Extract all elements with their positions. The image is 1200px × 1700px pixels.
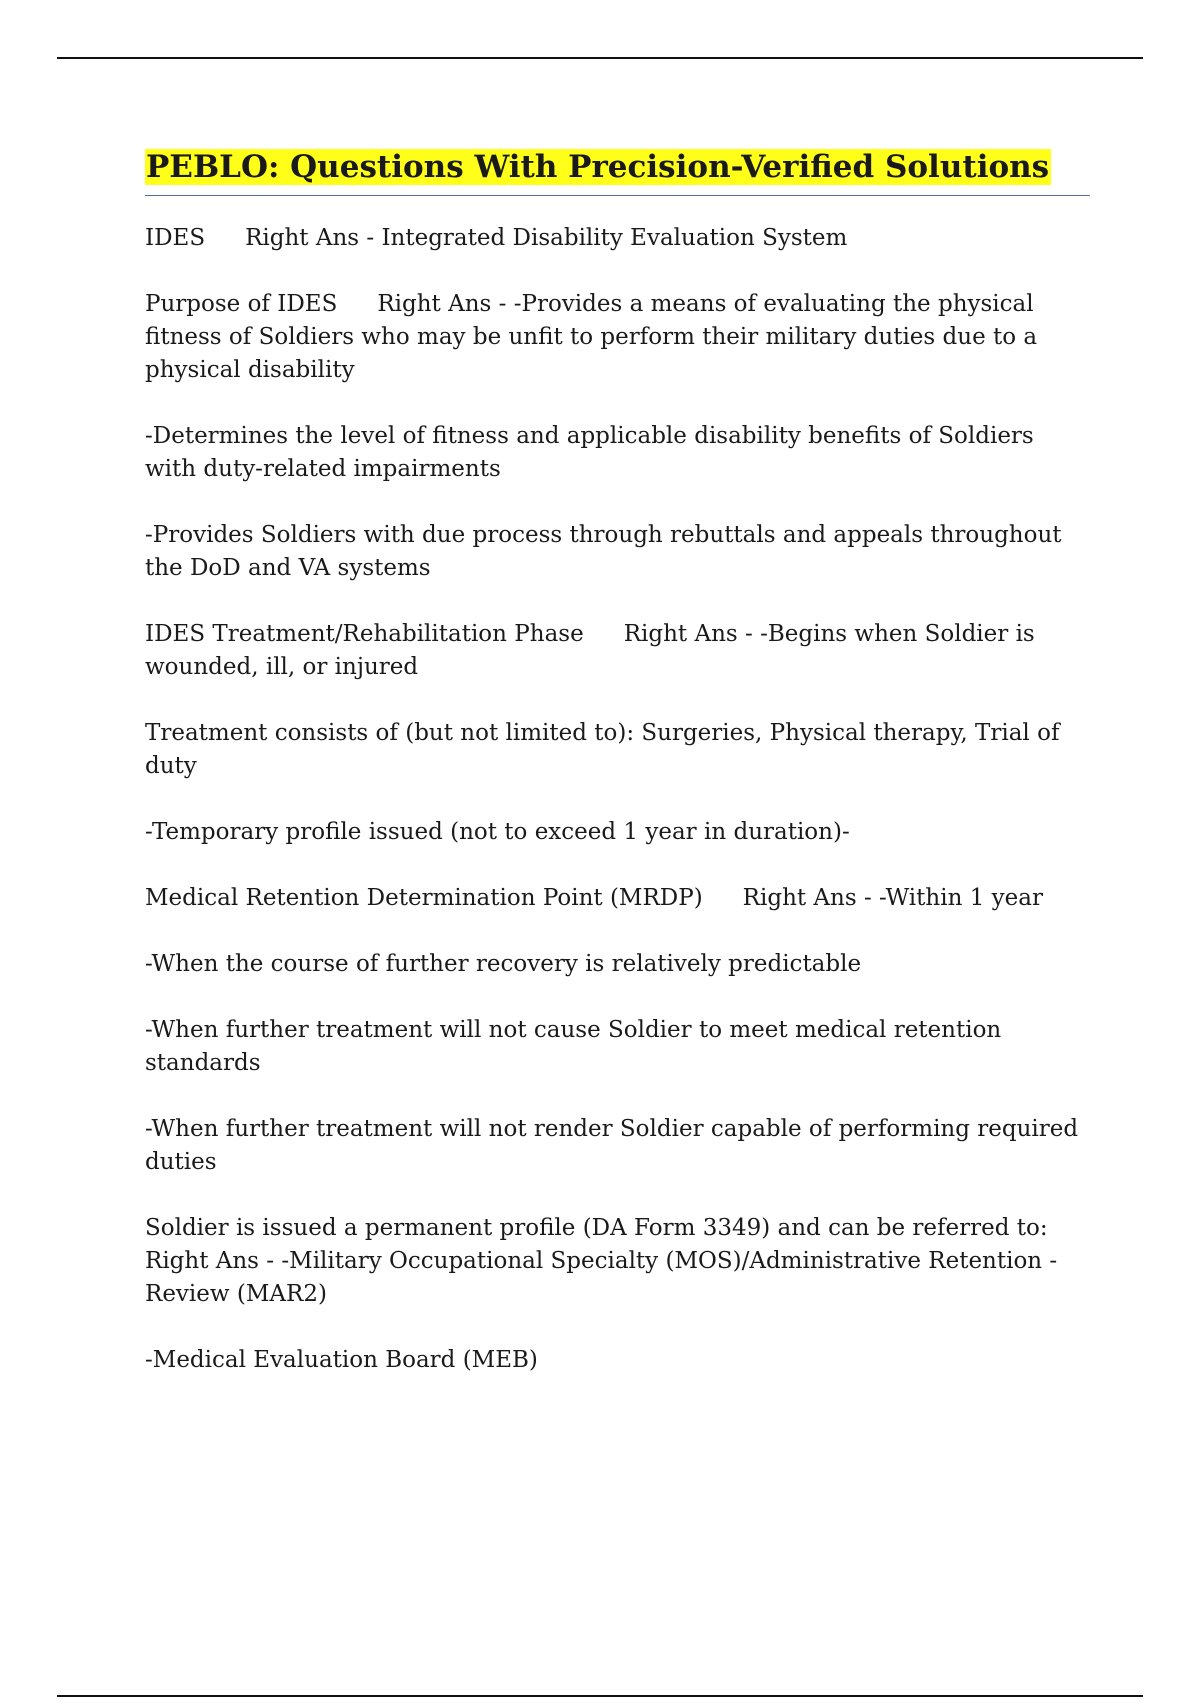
answer-text: -When further treatment will not render Soldier capable of performing required duties	[145, 1116, 1079, 1175]
qa-paragraph	[145, 1113, 1090, 1179]
footer-rule	[57, 1695, 1143, 1697]
question-term: Purpose of IDES	[145, 291, 338, 317]
answer-text: Right Ans - Integrated Disability Evaluation System	[245, 225, 848, 251]
title-underline	[145, 195, 1090, 196]
answer-text: Right Ans - -Begins when Soldier is wounded, ill, or injured	[145, 621, 1035, 680]
document-title	[145, 145, 1090, 189]
qa-paragraph	[145, 717, 1090, 783]
question-term: IDES Treatment/Rehabilitation Phase	[145, 621, 584, 647]
answer-text: Treatment consists of (but not limited to): Surgeries, Physical therapy, Trial of duty	[145, 720, 1060, 779]
answer-text: -When the course of further recovery is relatively predictable	[145, 951, 862, 977]
question-term: IDES	[145, 225, 206, 251]
qa-paragraph	[145, 816, 1090, 849]
question-term: Soldier is issued a permanent profile (DA Form 3349) and can be referred to:	[145, 1215, 1048, 1241]
qa-paragraph	[145, 288, 1090, 387]
answer-text: Right Ans - -Provides a means of evaluating the physical fitness of Soldiers who may be unfit to perform their military duties due to a physical disability	[145, 291, 1038, 383]
qa-paragraph	[145, 948, 1090, 981]
qa-paragraph	[145, 618, 1090, 684]
qa-paragraph	[145, 882, 1090, 915]
qa-paragraph	[145, 222, 1090, 255]
qa-paragraph	[145, 1014, 1090, 1080]
header-rule	[57, 57, 1143, 59]
document-body	[145, 145, 1090, 1410]
answer-text: -When further treatment will not cause Soldier to meet medical retention standards	[145, 1017, 1002, 1076]
qa-paragraph	[145, 1344, 1090, 1377]
answer-text: -Provides Soldiers with due process through rebuttals and appeals throughout the DoD and VA systems	[145, 522, 1062, 581]
qa-paragraph	[145, 1212, 1090, 1311]
qa-paragraph	[145, 420, 1090, 486]
question-term: Medical Retention Determination Point (MRDP)	[145, 885, 703, 911]
qa-paragraph	[145, 519, 1090, 585]
answer-text: -Medical Evaluation Board (MEB)	[145, 1347, 538, 1373]
answer-text: -Temporary profile issued (not to exceed 1 year in duration)-	[145, 819, 850, 845]
answer-text: Right Ans - -Military Occupational Specialty (MOS)/Administrative Retention - Review (MAR2)	[145, 1248, 1058, 1307]
answer-text: -Determines the level of fitness and applicable disability benefits of Soldiers with duty-related impairments	[145, 423, 1034, 482]
qa-list	[145, 222, 1090, 1377]
answer-text: Right Ans - -Within 1 year	[742, 885, 1043, 911]
title-highlight: PEBLO: Questions With Precision-Verified Solutions	[146, 149, 1050, 185]
